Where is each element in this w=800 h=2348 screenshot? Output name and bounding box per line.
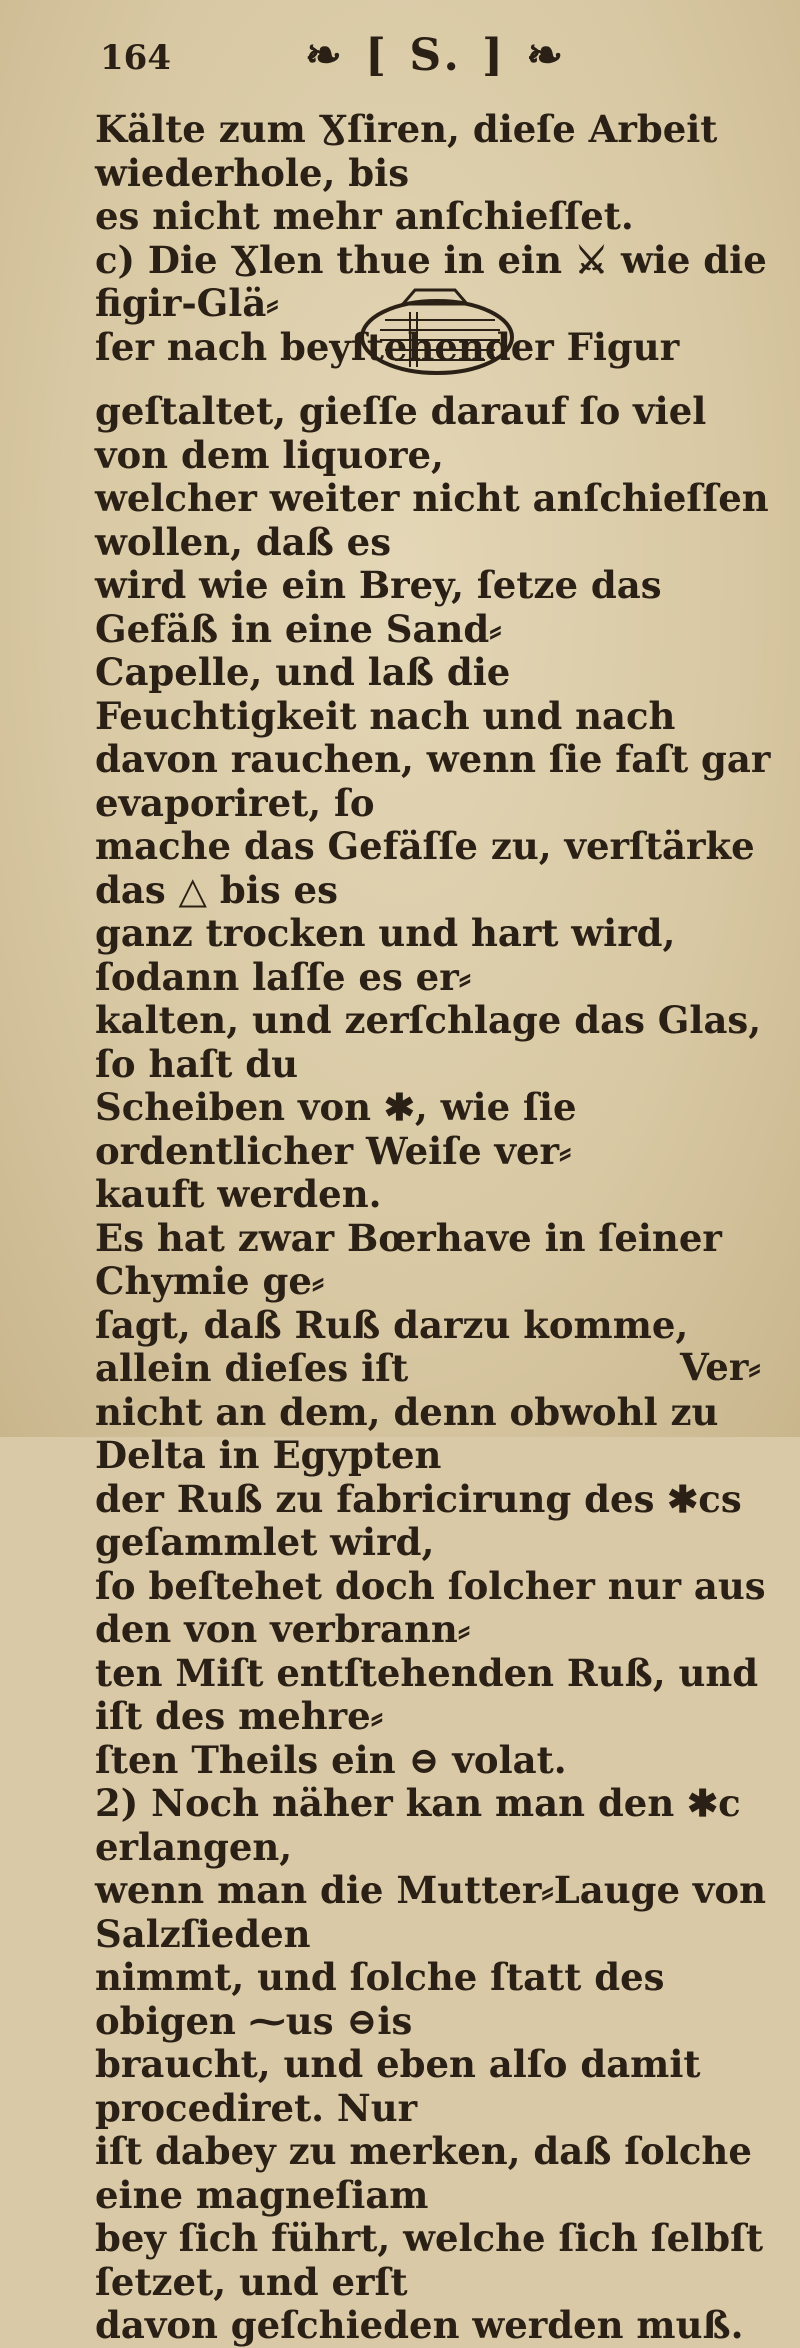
running-head: ❧ [ S. ] ❧ [305, 30, 568, 81]
figure-glass-vessel-illustration [355, 282, 520, 382]
page-number: 164 [100, 38, 171, 78]
paragraph-bottom: geſtaltet, gieſſe darauf ſo viel von dem liquore, welcher weiter nicht anſchieſſen wollen, daß es wird wie ein Brey, ſetze das Gefäß in eine Sand⸗ Capelle, und laß die Feuchtigkeit nach und nach davon rauchen, wenn ſie faſt gar evaporiret, ſo mache das Gefäſſe zu, verſtärke das △ bis es ganz trocken und hart wird, ſodann laſſe es er⸗ kalten, und zerſchlage das Glas, ſo haſt du Scheiben von ✱, wie ſie ordentlicher Weiſe ver⸗ kauft werden. Es hat zwar Bœrhave in ſeiner Chymie ge⸗ ſagt, daß Ruß darzu komme, allein dieſes iſt nicht an dem, denn obwohl zu Delta in Egypten der Ruß zu fabricirung des ✱cs geſammlet wird, ſo beſtehet doch ſolcher nur aus den von verbrann⸗ ten Miſt entſtehenden Ruß, und iſt des mehre⸗ ſten Theils ein ⊖ volat. 2) Noch näher kan man den ✱c erlangen, wenn man die Mutter⸗Lauge von Salzſieden nimmt, und ſolche ſtatt des obigen ⁓us ⊖is braucht, und eben alſo damit procediret. Nur iſt dabey zu merken, daß ſolche eine magneſiam bey ſich führt, welche ſich ſelbſt ſetzet, und erſt davon geſchieden werden muß. [95, 389, 771, 2347]
page-header [0, 30, 800, 90]
catchword: Ver⸗ [680, 1345, 761, 1389]
paragraph-top: Kälte zum Ɣſiren, dieſe Arbeit wiederhole, bis es nicht mehr anſchieſſet. c) Die Ɣlen thue in ein ⚔ wie die figir-Glä⸗ ſer nach beyſtehender Figur [95, 107, 767, 369]
